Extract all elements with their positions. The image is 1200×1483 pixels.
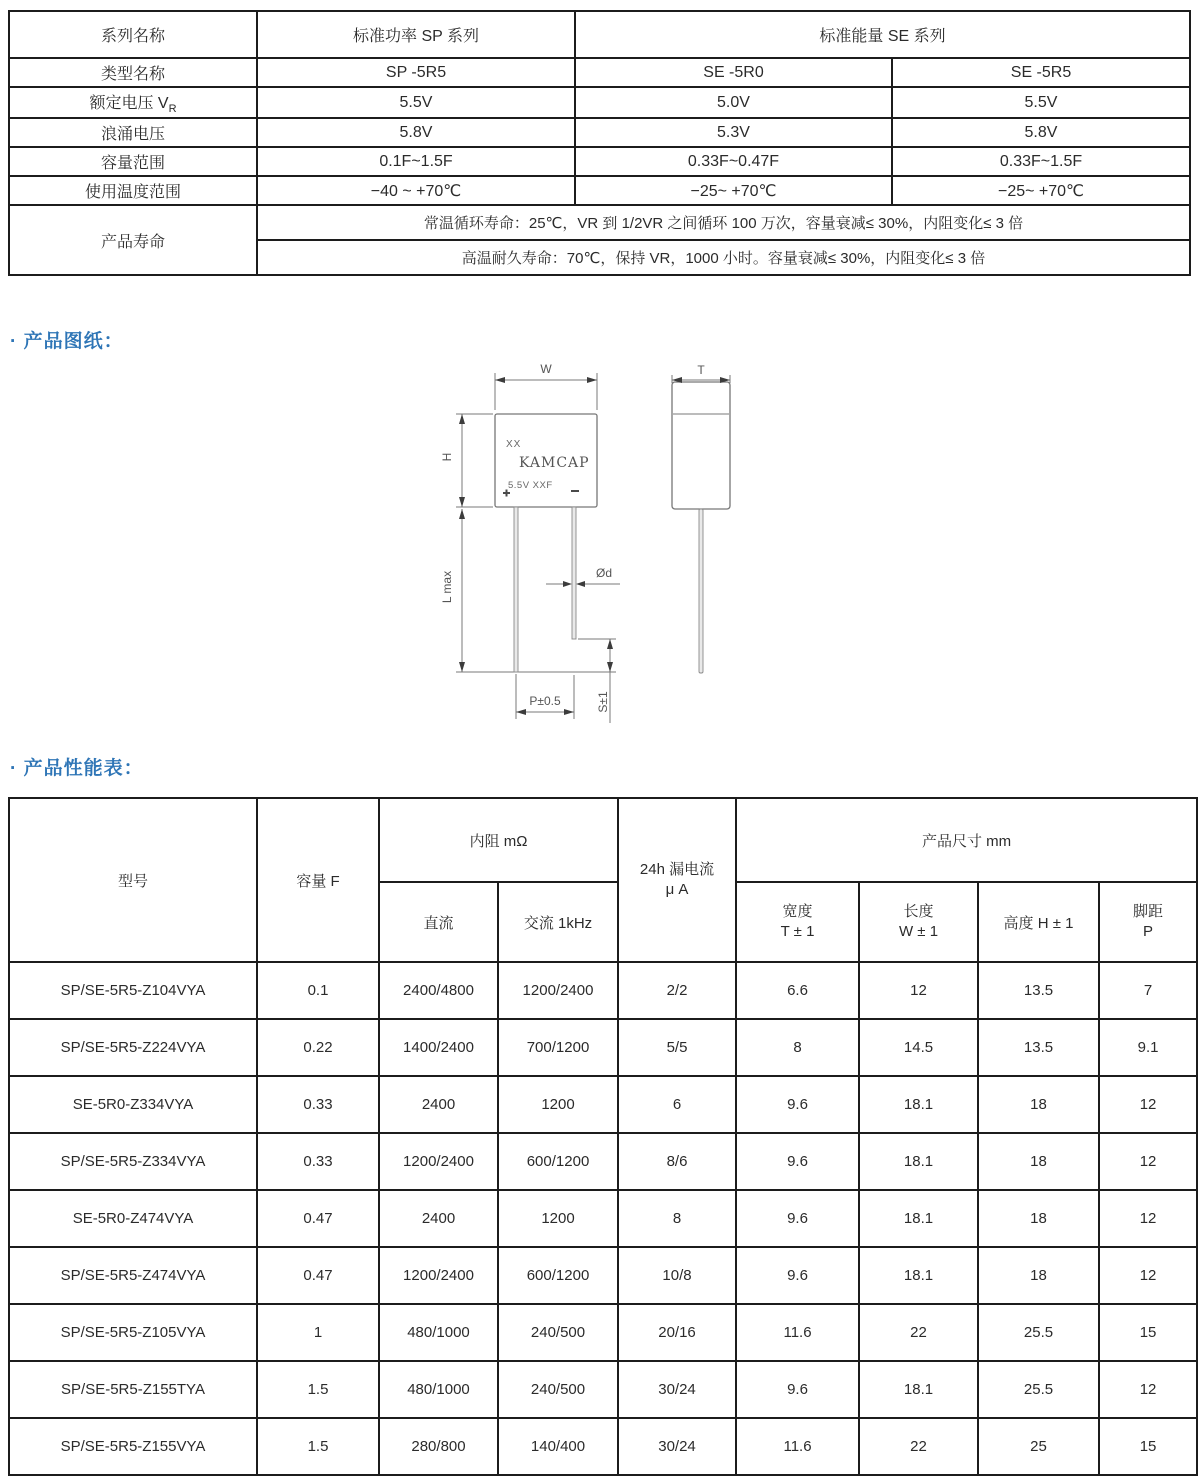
- perf-cell: 30/24: [618, 1418, 736, 1475]
- perf-cell: 1200/2400: [379, 1247, 498, 1304]
- perf-cell: 0.47: [257, 1190, 379, 1247]
- spec-cell: 5.8V: [892, 118, 1190, 147]
- spec-row: [9, 176, 1190, 205]
- perf-cell: SP/SE-5R5-Z334VYA: [9, 1133, 257, 1190]
- col-header-width-t: 宽度 T ± 1: [736, 882, 859, 962]
- side-view: [672, 375, 730, 673]
- kamcap-logo-text: KAMCAP: [519, 455, 590, 472]
- perf-cell: 13.5: [978, 1019, 1099, 1076]
- perf-cell: 30/24: [618, 1361, 736, 1418]
- perf-cell: 1400/2400: [379, 1019, 498, 1076]
- capacitor-drawing-svg: [420, 357, 800, 737]
- section-heading-drawing: · 产品图纸：: [10, 331, 124, 353]
- body-marking-xx: XX: [506, 439, 522, 451]
- perf-row: [9, 1019, 1197, 1076]
- perf-cell: 2/2: [618, 962, 736, 1019]
- spec-cell: 5.5V: [892, 87, 1190, 118]
- perf-cell: 10/8: [618, 1247, 736, 1304]
- perf-cell: 1: [257, 1304, 379, 1361]
- col-header-pitch-p: 脚距 P: [1099, 882, 1197, 962]
- col-header-length-w: 长度 W ± 1: [859, 882, 978, 962]
- dim-label-d: Ød: [596, 566, 613, 581]
- perf-cell: 18: [978, 1190, 1099, 1247]
- perf-cell: 9.6: [736, 1247, 859, 1304]
- dim-label-t: T: [697, 363, 705, 378]
- col-header-dimensions-group: 产品尺寸 mm: [736, 798, 1197, 882]
- perf-row: [9, 1304, 1197, 1361]
- perf-cell: 18: [978, 1133, 1099, 1190]
- perf-cell: 1200: [498, 1076, 618, 1133]
- side-view-body: [672, 382, 730, 509]
- spec-cell: 使用温度范围: [9, 176, 257, 205]
- perf-cell: 6.6: [736, 962, 859, 1019]
- perf-row: [9, 1190, 1197, 1247]
- perf-cell: SP/SE-5R5-Z155TYA: [9, 1361, 257, 1418]
- spec-cell: 系列名称: [9, 11, 257, 58]
- performance-table: [8, 797, 1198, 1476]
- perf-cell: 13.5: [978, 962, 1099, 1019]
- perf-cell: 1200/2400: [498, 962, 618, 1019]
- perf-cell: 18.1: [859, 1190, 978, 1247]
- perf-cell: 480/1000: [379, 1304, 498, 1361]
- perf-cell: 0.33: [257, 1076, 379, 1133]
- performance-table-body: [9, 962, 1197, 1475]
- perf-cell: 18.1: [859, 1076, 978, 1133]
- perf-cell: 22: [859, 1418, 978, 1475]
- perf-cell: 18.1: [859, 1361, 978, 1418]
- perf-cell: 700/1200: [498, 1019, 618, 1076]
- spec-cell: 标准能量 SE 系列: [575, 11, 1190, 58]
- dim-label-w: W: [540, 362, 552, 377]
- spec-cell: 类型名称: [9, 58, 257, 87]
- perf-cell: 2400/4800: [379, 962, 498, 1019]
- perf-cell: 12: [1099, 1361, 1197, 1418]
- spec-row: [9, 118, 1190, 147]
- col-header-height-h: 高度 H ± 1: [978, 882, 1099, 962]
- col-header-capacity: 容量 F: [257, 798, 379, 962]
- perf-cell: 18.1: [859, 1247, 978, 1304]
- col-header-model: 型号: [9, 798, 257, 962]
- spec-cell: −25~ +70℃: [892, 176, 1190, 205]
- perf-cell: 140/400: [498, 1418, 618, 1475]
- spec-table: [8, 10, 1191, 276]
- perf-cell: 15: [1099, 1418, 1197, 1475]
- col-header-leakage: 24h 漏电流 μ A: [618, 798, 736, 962]
- spec-cell: 标准功率 SP 系列: [257, 11, 575, 58]
- perf-cell: 0.22: [257, 1019, 379, 1076]
- perf-cell: 1.5: [257, 1418, 379, 1475]
- perf-cell: 0.47: [257, 1247, 379, 1304]
- perf-cell: 8: [618, 1190, 736, 1247]
- perf-cell: 600/1200: [498, 1247, 618, 1304]
- perf-cell: 25.5: [978, 1304, 1099, 1361]
- perf-cell: 12: [1099, 1133, 1197, 1190]
- perf-cell: SP/SE-5R5-Z155VYA: [9, 1418, 257, 1475]
- perf-cell: 0.1: [257, 962, 379, 1019]
- section-heading-performance: · 产品性能表：: [10, 758, 144, 780]
- spec-cell: 产品寿命: [9, 205, 257, 275]
- perf-cell: 7: [1099, 962, 1197, 1019]
- spec-cell: 额定电压 $V_R$: [9, 87, 257, 118]
- perf-cell: 9.6: [736, 1190, 859, 1247]
- perf-cell: 8/6: [618, 1133, 736, 1190]
- perf-cell: 11.6: [736, 1304, 859, 1361]
- spec-row: [9, 58, 1190, 87]
- perf-cell: 1200: [498, 1190, 618, 1247]
- spec-cell: 0.33F~0.47F: [575, 147, 892, 176]
- spec-cell: SE -5R5: [892, 58, 1190, 87]
- spec-cell: 5.0V: [575, 87, 892, 118]
- perf-cell: 20/16: [618, 1304, 736, 1361]
- perf-cell: SP/SE-5R5-Z474VYA: [9, 1247, 257, 1304]
- dim-label-l-max: L max: [440, 571, 454, 604]
- perf-cell: 240/500: [498, 1304, 618, 1361]
- dim-label-p: P±0.5: [529, 694, 561, 709]
- perf-cell: SP/SE-5R5-Z105VYA: [9, 1304, 257, 1361]
- lead-right: [572, 507, 576, 639]
- dim-label-s: S±1: [596, 691, 610, 713]
- performance-table-header: [9, 798, 1197, 962]
- perf-cell: 9.6: [736, 1076, 859, 1133]
- perf-cell: 18.1: [859, 1133, 978, 1190]
- perf-cell: 18: [978, 1076, 1099, 1133]
- side-lead: [699, 509, 703, 673]
- perf-cell: 12: [859, 962, 978, 1019]
- perf-cell: 12: [1099, 1076, 1197, 1133]
- lead-left: [514, 507, 518, 672]
- spec-row: [9, 147, 1190, 176]
- perf-cell: 1200/2400: [379, 1133, 498, 1190]
- spec-row: [9, 87, 1190, 118]
- perf-row: [9, 1076, 1197, 1133]
- col-header-esr-group: 内阻 mΩ: [379, 798, 618, 882]
- perf-cell: 15: [1099, 1304, 1197, 1361]
- spec-row: [9, 205, 1190, 240]
- perf-cell: 280/800: [379, 1418, 498, 1475]
- col-header-esr-dc: 直流: [379, 882, 498, 962]
- perf-cell: SP/SE-5R5-Z104VYA: [9, 962, 257, 1019]
- spec-cell: 5.5V: [257, 87, 575, 118]
- spec-cell: −40 ~ +70℃: [257, 176, 575, 205]
- perf-cell: SE-5R0-Z334VYA: [9, 1076, 257, 1133]
- perf-row: [9, 1133, 1197, 1190]
- perf-cell: 9.1: [1099, 1019, 1197, 1076]
- perf-cell: SE-5R0-Z474VYA: [9, 1190, 257, 1247]
- perf-cell: 2400: [379, 1076, 498, 1133]
- front-view: [456, 373, 620, 723]
- perf-cell: 18: [978, 1247, 1099, 1304]
- spec-cell: 容量范围: [9, 147, 257, 176]
- perf-cell: 22: [859, 1304, 978, 1361]
- spec-cell: 高温耐久寿命：70℃，保持 VR，1000 小时。容量衰减≤ 30%，内阻变化≤ 3 倍: [257, 240, 1190, 275]
- body-marking-rating: 5.5V XXF: [508, 480, 553, 492]
- dim-label-h: H: [440, 452, 454, 462]
- perf-cell: 240/500: [498, 1361, 618, 1418]
- perf-cell: 9.6: [736, 1361, 859, 1418]
- perf-cell: 5/5: [618, 1019, 736, 1076]
- spec-cell: 浪涌电压: [9, 118, 257, 147]
- perf-row: [9, 1247, 1197, 1304]
- spec-cell: 0.33F~1.5F: [892, 147, 1190, 176]
- product-drawing: [420, 357, 800, 737]
- perf-cell: 2400: [379, 1190, 498, 1247]
- col-header-esr-ac: 交流 1kHz: [498, 882, 618, 962]
- perf-cell: 8: [736, 1019, 859, 1076]
- perf-row: [9, 1361, 1197, 1418]
- spec-row: [9, 11, 1190, 58]
- spec-cell: SE -5R0: [575, 58, 892, 87]
- perf-cell: 25: [978, 1418, 1099, 1475]
- spec-cell: −25~ +70℃: [575, 176, 892, 205]
- spec-cell: 5.3V: [575, 118, 892, 147]
- perf-cell: 14.5: [859, 1019, 978, 1076]
- spec-cell: SP -5R5: [257, 58, 575, 87]
- perf-cell: 1.5: [257, 1361, 379, 1418]
- perf-cell: 6: [618, 1076, 736, 1133]
- perf-cell: 12: [1099, 1247, 1197, 1304]
- perf-cell: 11.6: [736, 1418, 859, 1475]
- perf-cell: 480/1000: [379, 1361, 498, 1418]
- perf-cell: 9.6: [736, 1133, 859, 1190]
- perf-cell: 600/1200: [498, 1133, 618, 1190]
- spec-cell: 0.1F~1.5F: [257, 147, 575, 176]
- perf-row: [9, 962, 1197, 1019]
- spec-cell: 5.8V: [257, 118, 575, 147]
- spec-cell: 常温循环寿命：25℃，VR 到 1/2VR 之间循环 100 万次，容量衰减≤ 30%，内阻变化≤ 3 倍: [257, 205, 1190, 240]
- perf-cell: SP/SE-5R5-Z224VYA: [9, 1019, 257, 1076]
- perf-row: [9, 1418, 1197, 1475]
- perf-cell: 0.33: [257, 1133, 379, 1190]
- perf-cell: 12: [1099, 1190, 1197, 1247]
- perf-cell: 25.5: [978, 1361, 1099, 1418]
